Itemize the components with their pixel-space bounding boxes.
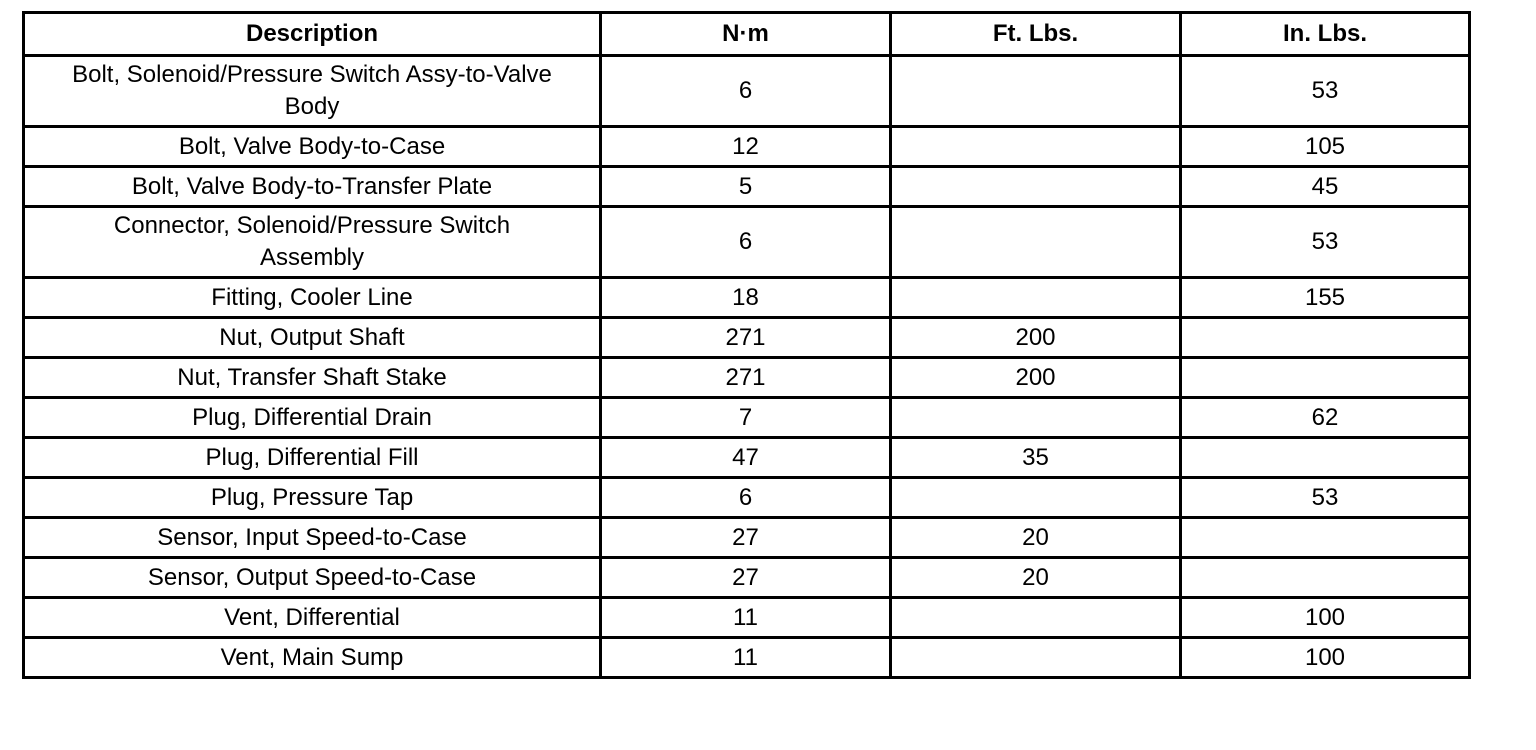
cell-ft-lbs — [891, 478, 1181, 518]
cell-nm: 5 — [601, 167, 891, 207]
table-row — [24, 638, 1470, 678]
cell-description: Sensor, Input Speed-to-Case — [24, 518, 601, 558]
table-row — [24, 127, 1470, 167]
table-row — [24, 358, 1470, 398]
cell-description: Bolt, Valve Body-to-Case — [24, 127, 601, 167]
cell-in-lbs: 53 — [1181, 478, 1470, 518]
cell-in-lbs: 155 — [1181, 278, 1470, 318]
cell-nm: 27 — [601, 558, 891, 598]
cell-in-lbs — [1181, 438, 1470, 478]
cell-ft-lbs — [891, 127, 1181, 167]
cell-in-lbs: 100 — [1181, 638, 1470, 678]
cell-in-lbs: 53 — [1181, 56, 1470, 127]
cell-nm: 6 — [601, 207, 891, 278]
cell-in-lbs — [1181, 558, 1470, 598]
table-row — [24, 598, 1470, 638]
cell-nm: 27 — [601, 518, 891, 558]
cell-ft-lbs — [891, 398, 1181, 438]
cell-description: Bolt, Solenoid/Pressure Switch Assy-to-Valve Body — [24, 56, 601, 127]
cell-description: Sensor, Output Speed-to-Case — [24, 558, 601, 598]
cell-ft-lbs — [891, 638, 1181, 678]
cell-nm: 47 — [601, 438, 891, 478]
cell-description: Connector, Solenoid/Pressure Switch Assembly — [24, 207, 601, 278]
cell-description: Bolt, Valve Body-to-Transfer Plate — [24, 167, 601, 207]
header-ft-lbs: Ft. Lbs. — [891, 13, 1181, 56]
cell-nm: 11 — [601, 638, 891, 678]
cell-ft-lbs — [891, 278, 1181, 318]
table-row — [24, 558, 1470, 598]
header-nm: N·m — [601, 13, 891, 56]
cell-description: Vent, Main Sump — [24, 638, 601, 678]
cell-nm: 271 — [601, 358, 891, 398]
table-row — [24, 167, 1470, 207]
cell-description: Plug, Pressure Tap — [24, 478, 601, 518]
cell-nm: 271 — [601, 318, 891, 358]
cell-description: Vent, Differential — [24, 598, 601, 638]
cell-ft-lbs — [891, 207, 1181, 278]
cell-ft-lbs: 200 — [891, 318, 1181, 358]
torque-spec-table — [22, 11, 1471, 679]
header-description: Description — [24, 13, 601, 56]
cell-in-lbs: 62 — [1181, 398, 1470, 438]
cell-in-lbs: 45 — [1181, 167, 1470, 207]
cell-in-lbs: 100 — [1181, 598, 1470, 638]
cell-nm: 7 — [601, 398, 891, 438]
header-in-lbs: In. Lbs. — [1181, 13, 1470, 56]
table-header-row — [24, 13, 1470, 56]
cell-in-lbs — [1181, 518, 1470, 558]
cell-nm: 18 — [601, 278, 891, 318]
cell-ft-lbs — [891, 598, 1181, 638]
table-row — [24, 478, 1470, 518]
cell-ft-lbs — [891, 56, 1181, 127]
cell-in-lbs — [1181, 318, 1470, 358]
table-row — [24, 438, 1470, 478]
cell-ft-lbs — [891, 167, 1181, 207]
cell-description: Plug, Differential Fill — [24, 438, 601, 478]
torque-spec-table-container — [22, 11, 1471, 679]
cell-ft-lbs: 35 — [891, 438, 1181, 478]
table-row — [24, 318, 1470, 358]
cell-nm: 6 — [601, 56, 891, 127]
cell-in-lbs: 53 — [1181, 207, 1470, 278]
table-row — [24, 278, 1470, 318]
table-row — [24, 56, 1470, 127]
cell-ft-lbs: 20 — [891, 558, 1181, 598]
cell-description: Nut, Output Shaft — [24, 318, 601, 358]
cell-nm: 11 — [601, 598, 891, 638]
cell-description: Fitting, Cooler Line — [24, 278, 601, 318]
table-row — [24, 207, 1470, 278]
cell-description: Nut, Transfer Shaft Stake — [24, 358, 601, 398]
cell-in-lbs: 105 — [1181, 127, 1470, 167]
table-row — [24, 398, 1470, 438]
cell-ft-lbs: 200 — [891, 358, 1181, 398]
cell-description: Plug, Differential Drain — [24, 398, 601, 438]
cell-ft-lbs: 20 — [891, 518, 1181, 558]
cell-nm: 6 — [601, 478, 891, 518]
table-row — [24, 518, 1470, 558]
cell-in-lbs — [1181, 358, 1470, 398]
cell-nm: 12 — [601, 127, 891, 167]
